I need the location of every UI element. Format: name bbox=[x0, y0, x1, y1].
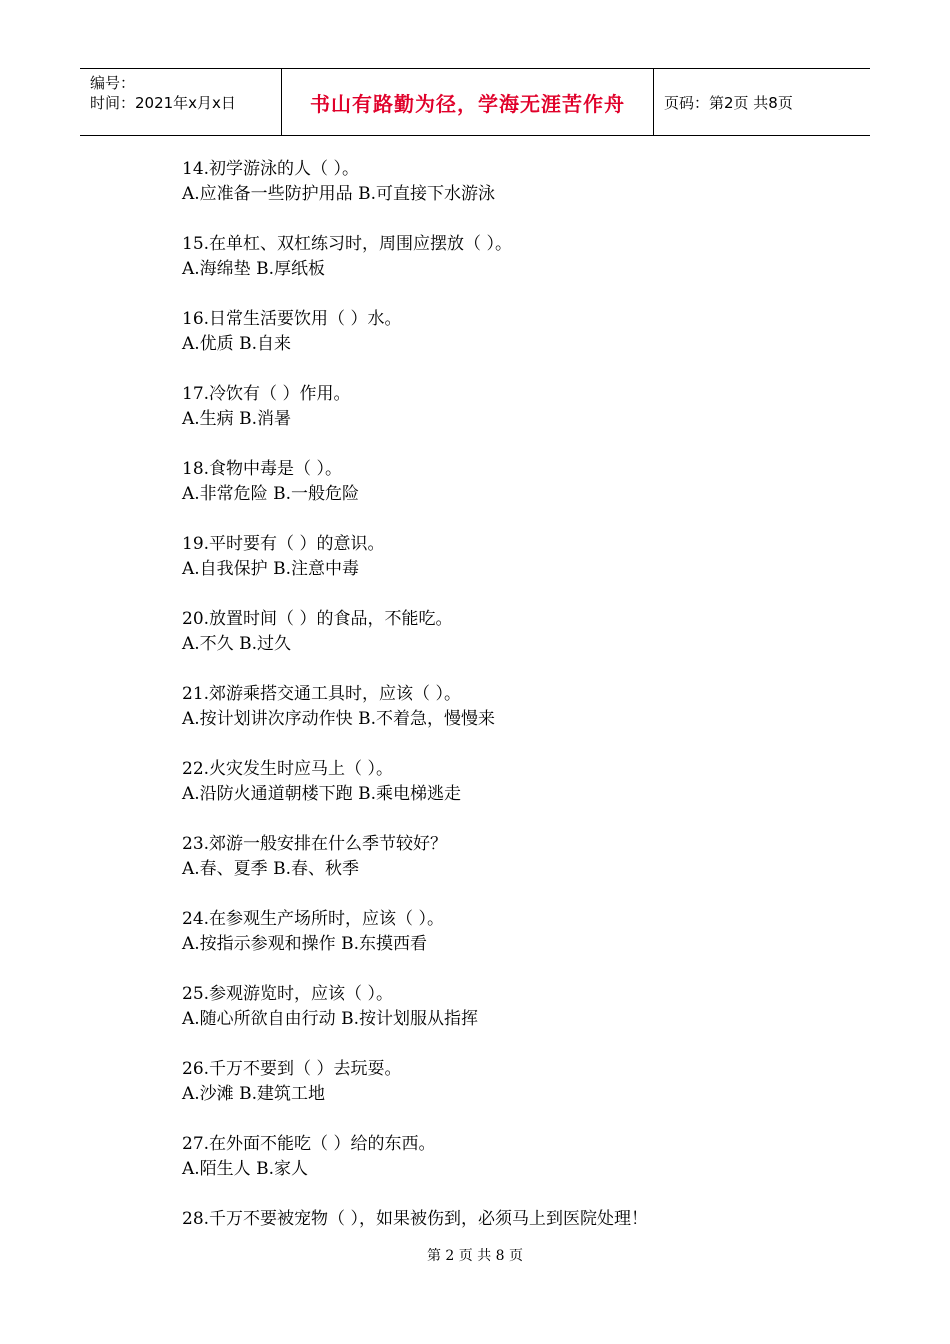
answer-options: A.春、夏季 B.春、秋季 bbox=[182, 859, 359, 879]
page-header bbox=[80, 68, 870, 136]
question-text: 23.郊游一般安排在什么季节较好？ bbox=[182, 834, 448, 854]
question-text: 20.放置时间（ ）的食品，不能吃。 bbox=[182, 609, 453, 629]
answer-options: A.海绵垫 B.厚纸板 bbox=[182, 259, 325, 279]
question-item bbox=[182, 832, 822, 907]
question-text: 27.在外面不能吃（ ）给的东西。 bbox=[182, 1134, 436, 1154]
question-item bbox=[182, 532, 822, 607]
date-label: 时间：2021年x月x日 bbox=[90, 94, 236, 112]
question-list bbox=[182, 157, 822, 1232]
answer-options: A.陌生人 B.家人 bbox=[182, 1159, 308, 1179]
answer-options: A.自我保护 B.注意中毒 bbox=[182, 559, 359, 579]
answer-options: A.按指示参观和操作 B.东摸西看 bbox=[182, 934, 427, 954]
header-meta bbox=[80, 69, 282, 135]
header-motto: 书山有路勤为径，学海无涯苦作舟 bbox=[282, 69, 654, 135]
answer-options: A.应准备一些防护用品 B.可直接下水游泳 bbox=[182, 184, 495, 204]
question-text: 15.在单杠、双杠练习时，周围应摆放（ ）。 bbox=[182, 234, 512, 254]
question-text: 26.千万不要到（ ）去玩耍。 bbox=[182, 1059, 402, 1079]
question-item bbox=[182, 232, 822, 307]
question-text: 22.火灾发生时应马上（ ）。 bbox=[182, 759, 393, 779]
question-item bbox=[182, 682, 822, 757]
answer-options: A.沿防火通道朝楼下跑 B.乘电梯逃走 bbox=[182, 784, 461, 804]
answer-options: A.按计划讲次序动作快 B.不着急，慢慢来 bbox=[182, 709, 495, 729]
question-text: 16.日常生活要饮用（ ）水。 bbox=[182, 309, 402, 329]
question-text: 25.参观游览时，应该（ ）。 bbox=[182, 984, 393, 1004]
question-text: 24.在参观生产场所时，应该（ ）。 bbox=[182, 909, 444, 929]
question-item bbox=[182, 457, 822, 532]
question-text: 28.千万不要被宠物（ ），如果被伤到，必须马上到医院处理！ bbox=[182, 1209, 648, 1229]
question-text: 19.平时要有（ ）的意识。 bbox=[182, 534, 385, 554]
answer-options: A.不久 B.过久 bbox=[182, 634, 291, 654]
question-item bbox=[182, 907, 822, 982]
question-item bbox=[182, 382, 822, 457]
answer-options: A.沙滩 B.建筑工地 bbox=[182, 1084, 325, 1104]
question-text: 21.郊游乘搭交通工具时，应该（ ）。 bbox=[182, 684, 461, 704]
question-item bbox=[182, 982, 822, 1057]
answer-options: A.随心所欲自由行动 B.按计划服从指挥 bbox=[182, 1009, 478, 1029]
question-item bbox=[182, 607, 822, 682]
answer-options: A.非常危险 B.一般危险 bbox=[182, 484, 359, 504]
header-page-info: 页码：第2页 共8页 bbox=[664, 93, 793, 112]
page-footer: 第 2 页 共 8 页 bbox=[426, 1248, 524, 1264]
answer-options: A.优质 B.自来 bbox=[182, 334, 291, 354]
question-text: 14.初学游泳的人（ ）。 bbox=[182, 159, 359, 179]
question-item bbox=[182, 157, 822, 232]
serial-label: 编号： bbox=[90, 74, 136, 92]
question-item bbox=[182, 1057, 822, 1132]
question-item bbox=[182, 1132, 822, 1207]
answer-options: A.生病 B.消暑 bbox=[182, 409, 291, 429]
question-item bbox=[182, 307, 822, 382]
question-text: 17.冷饮有（ ）作用。 bbox=[182, 384, 351, 404]
question-text: 18.食物中毒是（ ）。 bbox=[182, 459, 342, 479]
question-item bbox=[182, 1207, 822, 1232]
question-item bbox=[182, 757, 822, 832]
